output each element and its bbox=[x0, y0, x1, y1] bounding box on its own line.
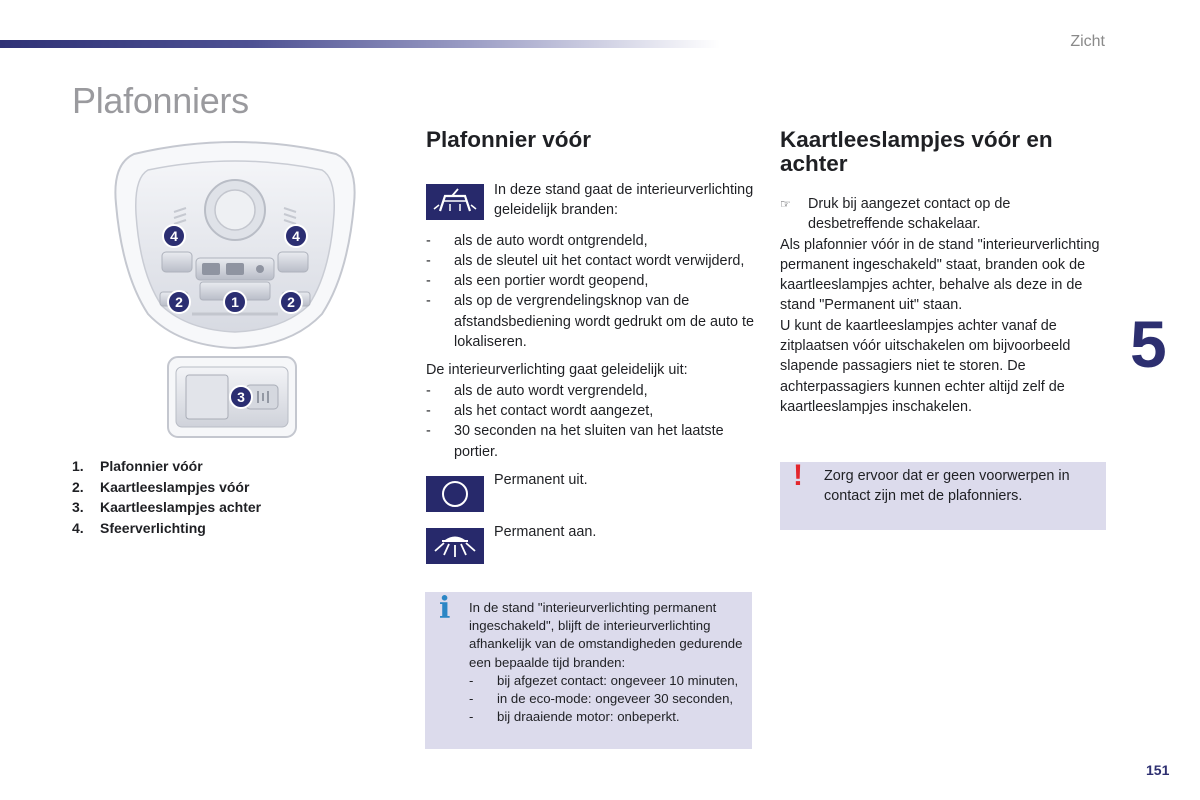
on-conditions-list bbox=[426, 231, 756, 353]
info-box bbox=[425, 592, 752, 749]
info-list bbox=[469, 672, 749, 727]
legend-item: 3. Kaartleeslampjes achter bbox=[72, 499, 262, 515]
svg-text:3: 3 bbox=[237, 389, 245, 405]
chapter-number: 5 bbox=[1130, 307, 1167, 381]
list-item: - als op de vergrendelingsknop van de afstandsbediening wordt gedrukt om de auto te lokaliseren. bbox=[426, 293, 755, 351]
list-item: - 30 seconden na het sluiten van het laatste portier. bbox=[426, 423, 724, 460]
svg-text:2: 2 bbox=[175, 294, 183, 310]
legend-item: 4. Sfeerverlichting bbox=[72, 519, 206, 536]
list-item: - als het contact wordt aangezet, bbox=[426, 402, 654, 419]
callout-4-right bbox=[285, 225, 307, 247]
header-gradient-bar bbox=[0, 40, 720, 48]
info-intro: In de stand "interieurverlichting permanent ingeschakeld", blijft de interieurverlichting afhankelijk van de omstandigheden gedurende een bepaalde tijd branden: bbox=[469, 600, 743, 670]
instruction-bullet: ☞ Druk bij aangezet contact op de desbetreffende schakelaar. bbox=[780, 194, 1110, 235]
list-item: - als een portier wordt geopend, bbox=[426, 273, 649, 290]
warning-box bbox=[780, 459, 1106, 530]
door-light-icon bbox=[426, 184, 484, 220]
front-light-heading: Plafonnier vóór bbox=[426, 127, 592, 152]
map-lights-heading: Kaartleeslampjes vóór en achter bbox=[780, 127, 1053, 176]
info-icon: i bbox=[439, 591, 451, 626]
list-item: - als de sleutel uit het contact wordt verwijderd, bbox=[426, 252, 745, 269]
circle-off-icon bbox=[426, 476, 484, 512]
callout-3 bbox=[230, 386, 252, 408]
figure-legend bbox=[72, 456, 261, 538]
callout-4-left bbox=[163, 225, 185, 247]
map-lights-paragraph-1: Als plafonnier vóór in de stand "interieurverlichting permanent ingeschakeld" staat, branden ook de kaartleeslampjes achter, behalve als deze in de stand "Permanent uit" staan. bbox=[780, 236, 1100, 314]
mode-door-text: In deze stand gaat de interieurverlichting geleidelijk branden: bbox=[494, 182, 754, 219]
page-title: Plafonniers bbox=[72, 80, 249, 121]
list-item: - als de auto wordt vergrendeld, bbox=[426, 382, 648, 399]
page-number: 151 bbox=[1146, 762, 1170, 778]
front-ceiling-console-illustration bbox=[112, 134, 358, 354]
legend-item: 2. Kaartleeslampjes vóór bbox=[72, 478, 250, 495]
callout-2-right bbox=[280, 291, 302, 313]
callout-2-left bbox=[168, 291, 190, 313]
mode-off-text: Permanent uit. bbox=[494, 471, 588, 488]
list-item: - in de eco-mode: ongeveer 30 seconden, bbox=[469, 691, 734, 707]
lamp-on-icon bbox=[426, 528, 484, 564]
legend-item: 1. Plafonnier vóór bbox=[72, 458, 203, 474]
mode-door-row bbox=[426, 184, 756, 221]
warning-text: Zorg ervoor dat er geen voorwerpen in contact zijn met de plafonniers. bbox=[824, 468, 1070, 505]
list-item: - bij afgezet contact: ongeveer 10 minuten, bbox=[469, 672, 739, 688]
svg-text:4: 4 bbox=[170, 228, 178, 244]
section-label: Zicht bbox=[1070, 33, 1105, 50]
off-intro: De interieurverlichting gaat geleidelijk uit: bbox=[426, 362, 688, 379]
off-conditions-list bbox=[426, 381, 756, 462]
svg-text:4: 4 bbox=[292, 228, 300, 244]
pointing-hand-icon: ☞ bbox=[780, 197, 791, 211]
svg-text:2: 2 bbox=[287, 294, 295, 310]
callout-1 bbox=[224, 291, 246, 313]
rear-map-light-illustration bbox=[166, 353, 300, 441]
map-lights-paragraph-2: U kunt de kaartleeslampjes achter vanaf de zitplaatsen vóór uitschakelen om bijvoorbeeld slapende passagiers niet te storen. De achterpassagiers kunnen echter altijd zelf de kaartleeslampjes inschakelen. bbox=[780, 317, 1071, 415]
front-light-section bbox=[426, 128, 756, 564]
map-lights-section bbox=[780, 128, 1110, 417]
list-item: - bij draaiende motor: onbeperkt. bbox=[469, 709, 680, 725]
mode-off-row bbox=[426, 471, 756, 512]
svg-text:1: 1 bbox=[231, 294, 239, 310]
list-item: - als de auto wordt ontgrendeld, bbox=[426, 232, 648, 249]
mode-on-text: Permanent aan. bbox=[494, 523, 597, 540]
mode-on-row bbox=[426, 523, 756, 564]
warning-icon: ! bbox=[793, 459, 803, 492]
